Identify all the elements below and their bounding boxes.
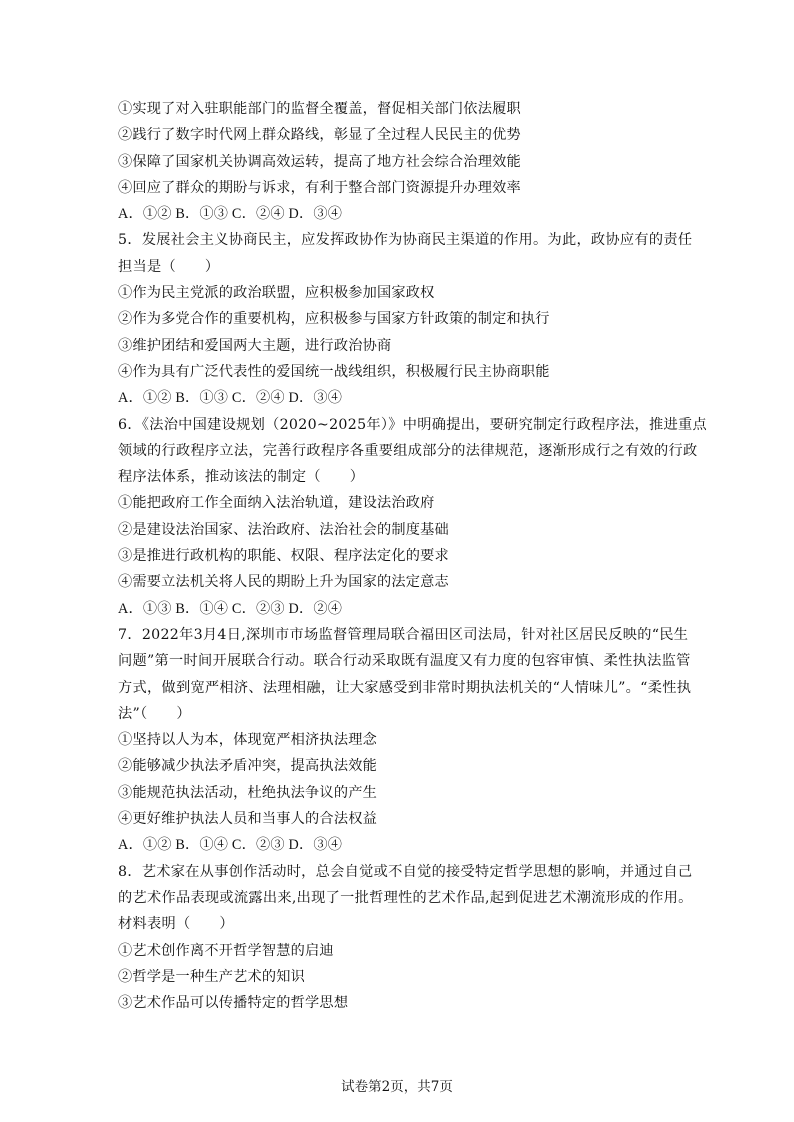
question-stem-line: 材料表明（ ） — [118, 916, 234, 933]
statement-option-line: ④作为具有广泛代表性的爱国统一战线组织，积极履行民主协商职能 — [118, 363, 550, 380]
statement-option-line: ③维护团结和爱国两大主题，进行政治协商 — [118, 337, 392, 354]
page-footer: 试卷第2页，共7页 — [341, 1079, 453, 1095]
question-stem-line: 问题”第一时间开展联合行动。联合行动采取既有温度又有力度的包容审慎、柔性执法监管 — [118, 653, 691, 670]
statement-option-line: ③保障了国家机关协调高效运转，提高了地方社会综合治理效能 — [118, 153, 521, 170]
question-stem-line: 法”（ ） — [118, 705, 191, 722]
statement-option-line: ②践行了数字时代网上群众路线，彰显了全过程人民民主的优势 — [118, 127, 521, 144]
question-stem-line: 6．《法治中国建设规划（2020~2025年）》中明确提出，要研究制定行政程序法，推进重点 — [118, 416, 707, 433]
statement-option-line: ②作为多党合作的重要机构，应积极参与国家方针政策的制定和执行 — [118, 311, 550, 328]
answer-choices-line: A．①② B．①④ C．②③ D．③④ — [118, 837, 343, 854]
statement-option-line: ①实现了对入驻职能部门的监督全覆盖，督促相关部门依法履职 — [118, 101, 521, 117]
statement-option-line: ③能规范执法活动，杜绝执法争议的产生 — [118, 784, 377, 801]
statement-option-line: ①艺术创作离不开哲学智慧的启迪 — [118, 942, 334, 959]
answer-choices-line: A．①③ B．①④ C．②③ D．②④ — [118, 600, 343, 617]
answer-choices-line: A．①② B．①③ C．②④ D．③④ — [118, 390, 343, 407]
statement-option-line: ②哲学是一种生产艺术的知识 — [118, 968, 306, 985]
question-stem-line: 程序法体系，推动该法的制定（ ） — [118, 469, 365, 486]
question-stem-line: 8．艺术家在从事创作活动时，总会自觉或不自觉的接受特定哲学思想的影响，并通过自己 — [118, 863, 693, 880]
statement-option-line: ④需要立法机关将人民的期盼上升为国家的法定意志 — [118, 574, 449, 591]
statement-option-line: ③艺术作品可以传播特定的哲学思想 — [118, 995, 349, 1012]
statement-option-line: ①作为民主党派的政治联盟，应积极参加国家政权 — [118, 285, 435, 302]
statement-option-line: ①坚持以人为本，体现宽严相济执法理念 — [118, 732, 377, 749]
statement-option-line: ③是推进行政机构的职能、权限、程序法定化的要求 — [118, 548, 449, 565]
question-stem-line: 领域的行政程序立法，完善行政程序各重要组成部分的法律规范，逐渐形成行之有效的行政 — [118, 442, 698, 459]
question-stem-line: 的艺术作品表现或流露出来,出现了一批哲理性的艺术作品,起到促进艺术潮流形成的作用。 — [118, 889, 693, 906]
question-stem-line: 担当是（ ） — [118, 258, 220, 275]
statement-option-line: ④更好维护执法人员和当事人的合法权益 — [118, 811, 377, 828]
statement-option-line: ①能把政府工作全面纳入法治轨道，建设法治政府 — [118, 495, 435, 512]
question-stem-line: 7．2022年3月4日,深圳市市场监督管理局联合福田区司法局，针对社区居民反映的“民生 — [118, 626, 689, 643]
question-stem-line: 方式，做到宽严相济、法理相融，让大家感受到非常时期执法机关的“人情味儿”。“柔性执 — [118, 679, 692, 696]
statement-option-line: ④回应了群众的期盼与诉求，有利于整合部门资源提升办理效率 — [118, 179, 521, 196]
question-stem-line: 5．发展社会主义协商民主，应发挥政协作为协商民主渠道的作用。为此，政协应有的责任 — [118, 232, 693, 249]
question-content — [118, 96, 707, 1016]
statement-option-line: ②能够减少执法矛盾冲突，提高执法效能 — [118, 758, 377, 775]
statement-option-line: ②是建设法治国家、法治政府、法治社会的制度基础 — [118, 521, 449, 538]
answer-choices-line: A．①② B．①③ C．②④ D．③④ — [118, 206, 343, 223]
